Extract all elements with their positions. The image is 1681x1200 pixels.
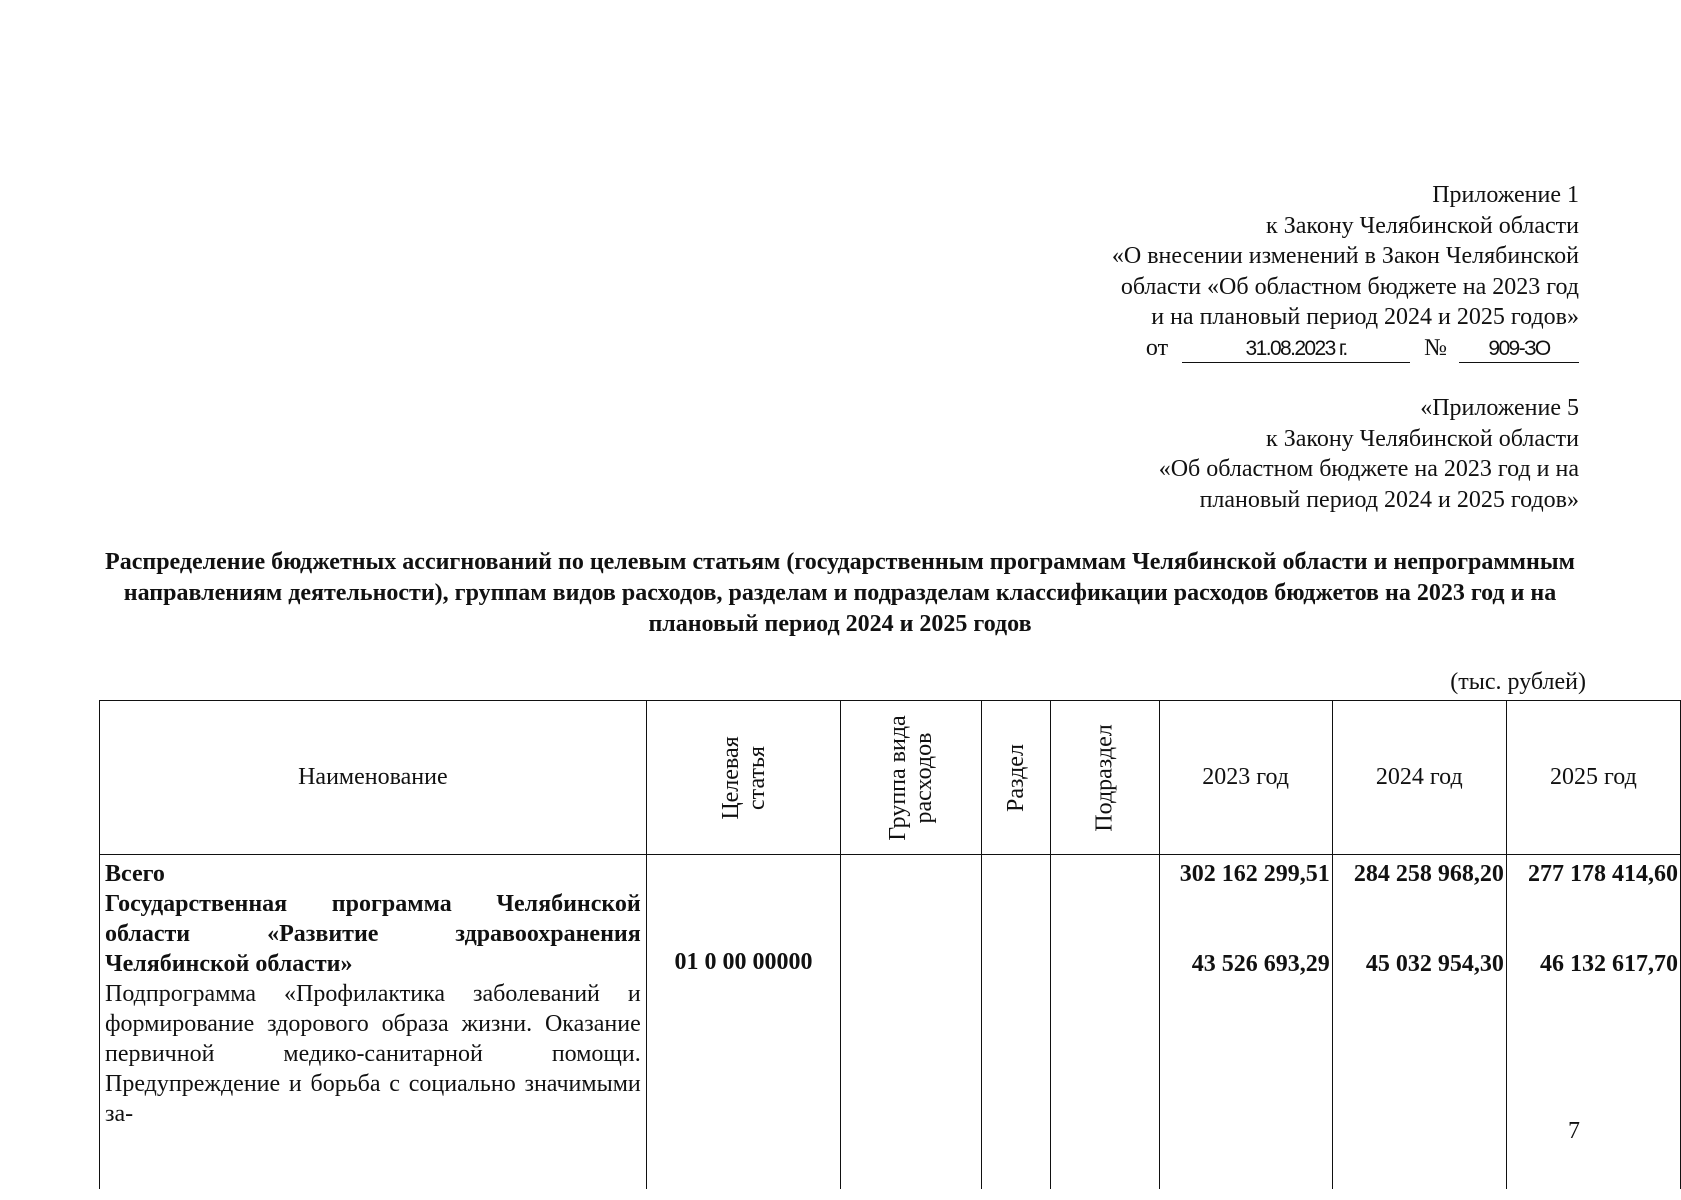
subprogram-label: Подпрограмма «Профилактика заболеваний и формирование здорового образа жизни. Оказание первичной медико-санитарной помощи. Предупреждение и борьба с социально значимыми за- [105, 981, 641, 1127]
appendix1-line: к Закону Челябинской области [1266, 212, 1579, 239]
program-2025: 46 132 617,70 [1540, 951, 1678, 977]
from-label: от [1145, 334, 1169, 361]
program-2023: 43 526 693,29 [1191, 951, 1330, 977]
appendix1-line: «О внесении изменений в Закон Челябинской [1111, 243, 1579, 269]
total-2023: 302 162 299,51 [1179, 861, 1330, 887]
date-number-line [1112, 333, 1579, 364]
section-cell [982, 855, 1051, 1190]
total-label: Всего [105, 861, 165, 887]
header-2024: 2024 год [1332, 701, 1506, 855]
budget-table [99, 700, 1681, 1189]
appendix5-line: «Приложение 5 [1420, 395, 1579, 421]
header-subsection-label: Подраздел [1091, 723, 1118, 832]
law-number: 909-ЗО [1459, 336, 1579, 363]
units-label: (тыс. рублей) [1450, 669, 1586, 695]
header-subsection [1051, 701, 1159, 855]
header-group [841, 701, 982, 855]
table-row [100, 855, 1681, 1190]
table-header-row [100, 701, 1681, 855]
header-target [646, 701, 841, 855]
appendix1-line: Приложение 1 [1432, 182, 1579, 208]
header-section-label: Раздел [1003, 743, 1030, 812]
appendix1-block [1112, 180, 1579, 363]
page-number: 7 [1568, 1118, 1580, 1144]
appendix1-line: и на плановый период 2024 и 2025 годов» [1151, 304, 1579, 330]
header-target-label: Целевая статья [717, 735, 770, 820]
header-2023: 2023 год [1159, 701, 1332, 855]
group-cell [841, 855, 982, 1190]
header-group-label: Группа вида расходов [885, 714, 938, 841]
amount-2025-cell [1506, 855, 1680, 1190]
subsection-cell [1051, 855, 1159, 1190]
total-2024: 284 258 968,20 [1353, 861, 1504, 887]
appendix5-line: к Закону Челябинской области [1266, 425, 1579, 452]
appendix1-line: области «Об областном бюджете на 2023 год [1120, 273, 1579, 300]
header-section [982, 701, 1051, 855]
program-code: 01 0 00 00000 [646, 855, 841, 1190]
number-label: № [1424, 334, 1447, 361]
name-cell [100, 855, 647, 1190]
appendix5-line: плановый период 2024 и 2025 годов» [1199, 486, 1579, 513]
header-2025: 2025 год [1506, 701, 1680, 855]
appendix5-block [1159, 393, 1579, 515]
amount-2024-cell [1332, 855, 1506, 1190]
header-name: Наименование [100, 701, 647, 855]
program-2024: 45 032 954,30 [1365, 951, 1504, 977]
amount-2023-cell [1159, 855, 1332, 1190]
document-title: Распределение бюджетных ассигнований по целевым статьям (государственным программам Челябинской области и непрограммным направлениям деятельности), группам видов расходов, разделам и подразделам классификации расходов бюджетов на 2023 год и на плановый период 2024 и 2025 годов [105, 549, 1575, 637]
total-2025: 277 178 414,60 [1528, 861, 1678, 887]
program-label: Государственная программа Челябинской области «Развитие здравоохранения Челябинской области» [105, 891, 641, 977]
appendix5-line: «Об областном бюджете на 2023 год и на [1158, 456, 1579, 482]
law-date: 31.08.2023 г. [1182, 336, 1410, 363]
